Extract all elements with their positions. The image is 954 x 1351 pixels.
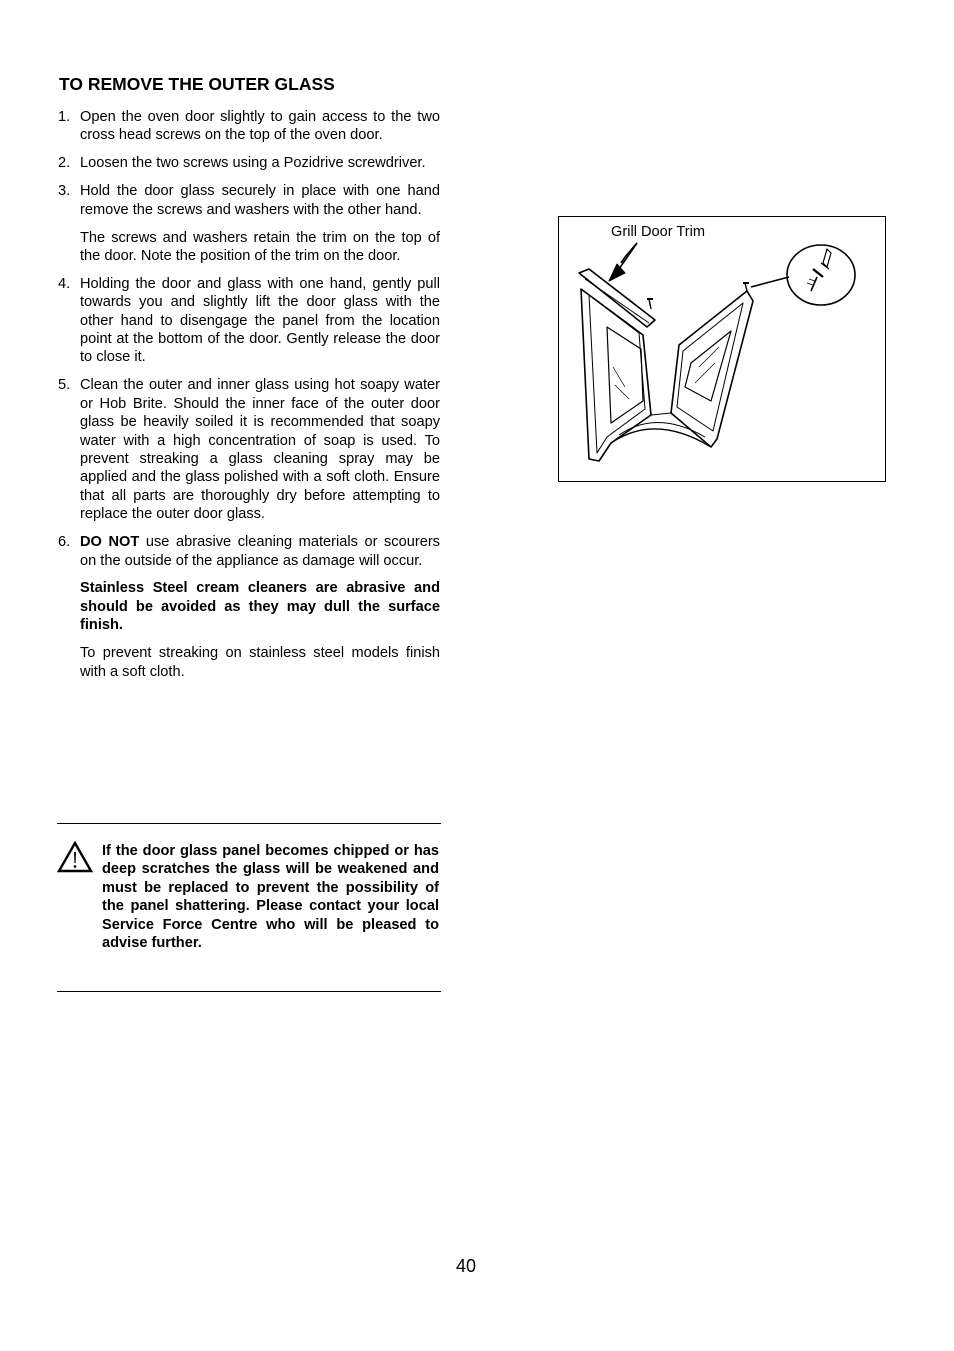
door-illustration [559,217,885,481]
step-number: 5. [58,377,71,394]
section-heading: TO REMOVE THE OUTER GLASS [59,74,335,94]
do-not-emphasis: DO NOT [80,534,140,551]
step-text: DO NOT use abrasive cleaning materials or scourers on the outside of the appliance as damage will occur. [80,534,440,569]
step-text: Holding the door and glass with one hand, gently pull towards you and slightly lift the door glass with the other hand to disengage the panel from the location point at the bottom of the door. Gently release the door to close it. [80,275,440,366]
step-number: 2. [58,155,71,172]
step-text: Open the oven door slightly to gain access to the two cross head screws on the top of the oven door. [80,109,440,144]
step-5 [58,376,440,523]
warning-box [57,823,441,992]
step-2 [58,154,440,172]
step-1 [58,108,440,145]
figure-label: Grill Door Trim [611,224,706,240]
step-text: Loosen the two screws using a Pozidrive screwdriver. [80,155,426,172]
magnify-leader-line [751,277,789,287]
warning-text: If the door glass panel becomes chipped or has deep scratches the glass will be weakened and must be replaced to prevent the possibility of the panel shattering. Please contact your local Service Force Centre who will be pleased to advise further. [102,843,439,952]
step-note: The screws and washers retain the trim on the top of the door. Note the position of the trim on the door. [80,229,440,264]
step-number: 6. [58,534,71,551]
step-4 [58,275,440,367]
step-number: 4. [58,275,71,292]
stainless-steel-caution: Stainless Steel cream cleaners are abrasive and should be avoided as they may dull the surface finish. [80,580,440,634]
step-text: Clean the outer and inner glass using hot soapy water or Hob Brite. Should the inner face of the outer door glass be heavily soiled it is recommended that soapy water with a high concentration of soap is used. To prevent streaking a glass cleaning spray may be applied and the glass polished with a soft cloth. Ensure that all parts are thoroughly dry before attempting to replace the outer door glass. [80,377,440,523]
step-text: Hold the door glass securely in place with one hand remove the screws and washers with the other hand. [80,183,440,218]
grill-door-diagram [558,216,886,482]
step-number: 3. [58,183,71,200]
outer-glass-panel [581,289,651,461]
page-number: 40 [456,1256,477,1276]
step-number: 1. [58,109,71,125]
instruction-list [58,108,440,690]
step-note: To prevent streaking on stainless steel models finish with a soft cloth. [80,645,440,680]
warning-triangle-icon [57,841,93,873]
step-6 [58,533,440,681]
step-3 [58,182,440,265]
